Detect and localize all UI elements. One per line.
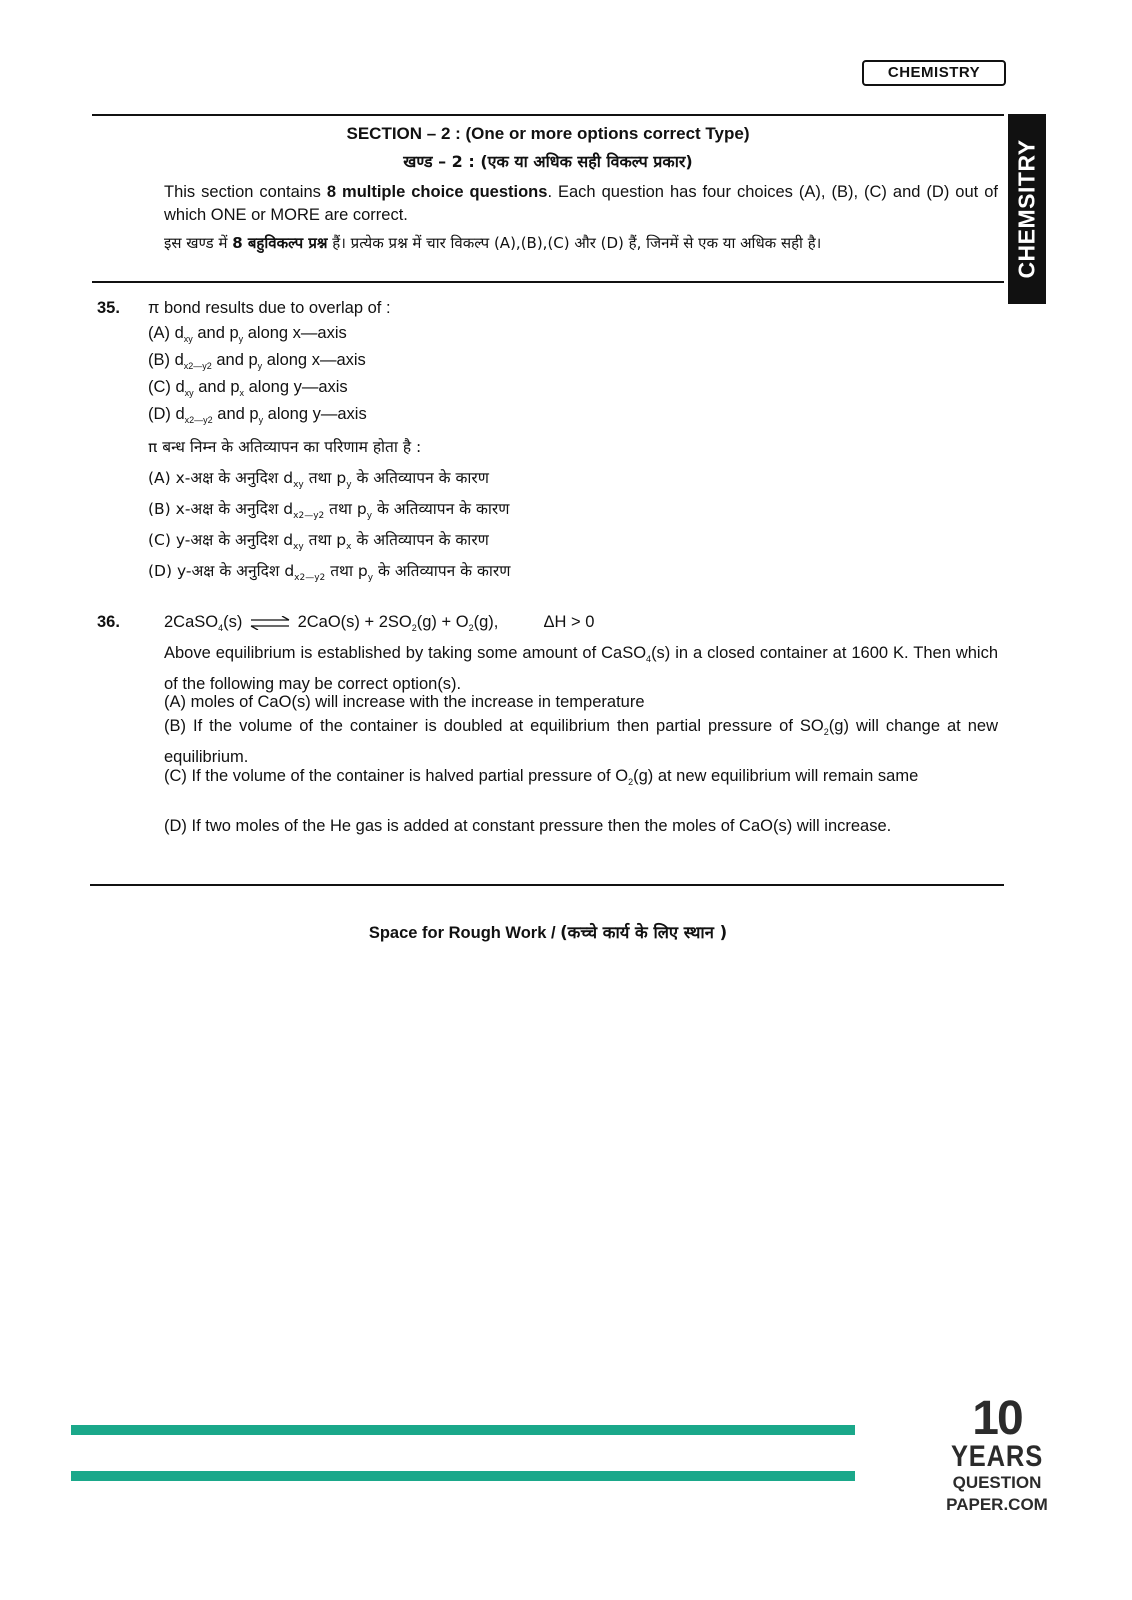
question-number-36: 36. [97, 613, 120, 631]
question-35-option-a-hindi: (A) x-अक्ष के अनुदिश $d_{xy}$ तथा $p_y$ के अतिव्यापन के कारण [148, 469, 489, 490]
question-35-option-d-hindi: (D) y-अक्ष के अनुदिश $d_{x2—y2}$ तथा $p_y$ के अतिव्यापन के कारण [148, 562, 511, 583]
section-top-rule [92, 114, 1004, 116]
question-36-option-a: (A) moles of CaO(s) will increase with the increase in temperature [164, 693, 645, 711]
side-subject-tab-label: CHEMSITRY [1013, 139, 1040, 279]
question-36-equation: 2CaSO$_4$(s) $2CaO(s) + 2SO_2(g) + O_2(g)$, ΔH > 0 [164, 613, 595, 633]
question-35-option-c: (C) $d_{xy}$ and $p_x$ along y—axis [148, 378, 348, 398]
question-35-option-a: (A) $d_{xy}$ and $p_y$ along x—axis [148, 324, 347, 344]
question-35-stem: π bond results due to overlap of : [148, 299, 391, 317]
enthalpy-condition: ΔH > 0 [543, 613, 595, 631]
site-logo [906, 1392, 1088, 1516]
section-bottom-rule [92, 281, 1004, 283]
subject-label: CHEMISTRY [862, 60, 1006, 86]
question-35-option-d: (D) $d_{x2—y2}$ and $p_y$ along y—axis [148, 405, 367, 425]
question-36-option-d: (D) If two moles of the He gas is added at constant pressure then the moles of CaO(s) will increase. [164, 817, 892, 835]
rough-work-rule [90, 884, 1004, 886]
side-subject-tab [1008, 114, 1046, 304]
question-36-option-c: (C) If the volume of the container is halved partial pressure of $O_2(g)$ at new equilibrium will remain same [164, 767, 919, 787]
section-instructions: This section contains 8 multiple choice questions. Each question has four choices (A), (B), (C) and (D) out of which ONE or MORE are correct. [164, 183, 998, 224]
site-logo-years: YEARS [950, 1440, 1044, 1473]
site-logo-domain: QUESTION PAPER.COM [946, 1473, 1048, 1514]
equilibrium-arrow-icon [249, 616, 291, 630]
question-35-stem-hindi: π बन्ध निम्न के अतिव्यापन का परिणाम होता है : [148, 438, 422, 456]
question-35-option-c-hindi: (C) y-अक्ष के अनुदिश $d_{xy}$ तथा $p_x$ के अतिव्यापन के कारण [148, 531, 489, 552]
question-35-option-b: (B) $d_{x2—y2}$ and $p_y$ along x—axis [148, 351, 366, 371]
section-title-hindi: खण्ड – 2 : (एक या अधिक सही विकल्प प्रकार) [403, 152, 693, 171]
footer-bar-top [71, 1425, 855, 1435]
section-title: SECTION – 2 : (One or more options correct Type) [346, 124, 750, 143]
question-35-option-b-hindi: (B) x-अक्ष के अनुदिश $d_{x2—y2}$ तथा $p_y$ के अतिव्यापन के कारण [148, 500, 510, 521]
question-36-option-b: (B) If the volume of the container is doubled at equilibrium then partial pressure of $SO_2(g)$ will change at new equilibrium. [164, 717, 999, 766]
section-instructions-hindi: इस खण्ड में 8 बहुविकल्प प्रश्न हैं। प्रत्येक प्रश्न में चार विकल्प (A),(B),(C) और (D) हैं, जिनमें से एक या अधिक सही है। [164, 234, 822, 252]
question-36-intro: Above equilibrium is established by taking some amount of CaSO$_4$(s) in a closed container at 1600 K. Then which of the following may be correct option(s). [164, 644, 998, 693]
question-number-35: 35. [97, 299, 120, 317]
site-logo-number: 10 [972, 1392, 1022, 1445]
rough-work-label: Space for Rough Work / (कच्चे कार्य के लिए स्थान ) [368, 923, 728, 942]
footer-bar-bottom [71, 1471, 855, 1481]
